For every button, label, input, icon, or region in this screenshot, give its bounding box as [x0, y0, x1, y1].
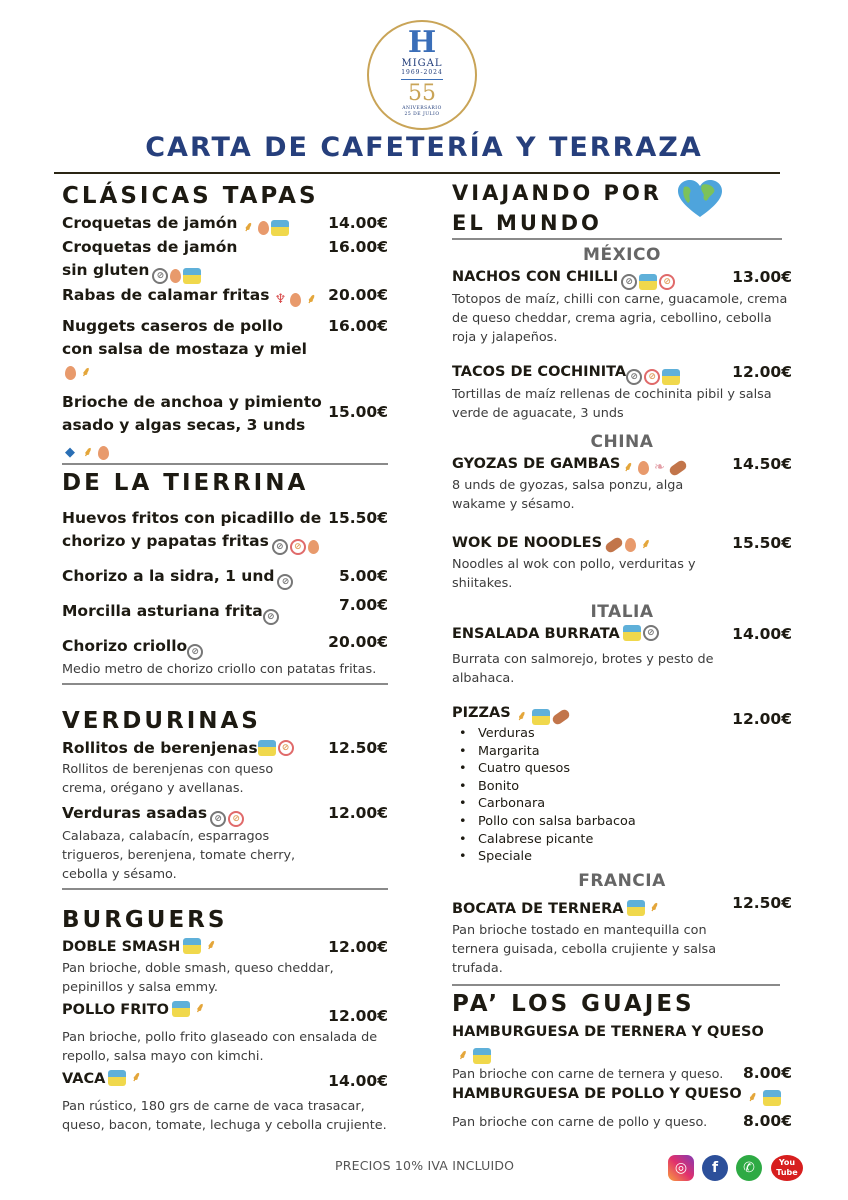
- item-price: 15.50€: [732, 534, 792, 552]
- item-name: GYOZAS DE GAMBAS: [452, 456, 621, 472]
- egg-icon: [65, 366, 76, 380]
- menu-item: [62, 391, 388, 461]
- pizza-option: • Speciale: [456, 848, 792, 866]
- item-price: 12.00€: [732, 363, 792, 381]
- title-divider: [54, 172, 780, 174]
- menu-item: [62, 284, 388, 308]
- wheat-icon: ⸙: [195, 1001, 205, 1016]
- wheat-icon: ⸙: [641, 537, 651, 552]
- item-price: 15.00€: [328, 403, 388, 421]
- egg-icon: [308, 540, 319, 554]
- instagram-icon[interactable]: ◎: [668, 1155, 694, 1181]
- whatsapp-icon[interactable]: ✆: [736, 1155, 762, 1181]
- dairy-icon: [271, 220, 289, 236]
- dairy-icon: [183, 268, 201, 284]
- gluten-free-icon: ⊘: [210, 811, 226, 827]
- nut-free-icon: ⊘: [659, 274, 675, 290]
- item-description: Pan brioche tostado en mantequilla con ternera guisada, cebolla crujiente y salsa trufada.: [452, 922, 717, 976]
- section-de-la-tierrina: [62, 467, 388, 679]
- nut-free-icon: ⊘: [228, 811, 244, 827]
- section-divider: [452, 984, 780, 986]
- item-description: 8 unds de gyozas, salsa ponzu, alga wakame y sésamo.: [452, 478, 684, 512]
- item-description: Medio metro de chorizo criollo con patatas fritas.: [62, 662, 377, 677]
- menu-item: [62, 802, 388, 884]
- item-description: Pan rústico, 180 grs de carne de vaca trasacar, queso, bacon, tomate, lechuga y cebolla crujiente.: [62, 1099, 387, 1133]
- menu-item: [62, 507, 388, 555]
- left-column: [62, 176, 388, 1135]
- menu-item: [452, 702, 792, 866]
- region-title-italia: ITALIA: [590, 602, 654, 622]
- item-name-line1: Huevos fritos con picadillo de: [62, 509, 322, 527]
- menu-item: [452, 623, 792, 688]
- youtube-icon[interactable]: You Tube: [771, 1155, 803, 1181]
- item-name-line1: Croquetas de jamón: [62, 238, 238, 256]
- wheat-icon: ⸙: [243, 220, 254, 235]
- item-name: HAMBURGUESA DE POLLO Y QUESO: [452, 1085, 742, 1102]
- dairy-icon: [108, 1070, 126, 1086]
- item-description: Pan brioche con carne de pollo y queso.: [452, 1114, 708, 1130]
- item-description: Pan brioche con carne de ternera y queso.: [452, 1066, 724, 1082]
- item-price: 7.00€: [338, 596, 388, 614]
- menu-item: [62, 212, 388, 236]
- item-name: HAMBURGUESA DE TERNERA Y QUESO: [452, 1023, 764, 1040]
- item-name: WOK DE NOODLES: [452, 535, 603, 551]
- menu-item: [62, 999, 388, 1066]
- wheat-icon: ⸙: [206, 938, 217, 953]
- section-title: CLÁSICAS TAPAS: [62, 183, 319, 209]
- item-description: Noodles al wok con pollo, verduritas y shiitakes.: [452, 557, 696, 591]
- gluten-free-icon: ⊘: [621, 274, 637, 290]
- item-name: Rabas de calamar fritas: [62, 286, 270, 304]
- section-burguers: [62, 904, 388, 1135]
- region-title-mexico: MÉXICO: [583, 245, 661, 265]
- egg-icon: [170, 269, 181, 283]
- dairy-icon: [473, 1048, 491, 1064]
- dairy-icon: [258, 740, 276, 756]
- wheat-icon: ⸙: [81, 365, 91, 380]
- logo-anniversary-date: 25 DE JULIO: [404, 112, 440, 117]
- menu-item: [62, 737, 388, 798]
- egg-icon: [258, 221, 269, 235]
- facebook-icon[interactable]: f: [702, 1155, 728, 1181]
- wheat-icon: ⸙: [306, 292, 317, 307]
- section-pa-los-guajes: [452, 988, 792, 1133]
- item-price: 8.00€: [742, 1111, 792, 1130]
- pizza-option: • Margarita: [456, 743, 792, 761]
- item-name: TACOS DE COCHINITA: [452, 364, 627, 380]
- migal-logo: [367, 20, 477, 130]
- wheat-icon: ⸙: [649, 899, 660, 915]
- section-title: BURGUERS: [62, 907, 228, 933]
- gluten-free-icon: ⊘: [626, 369, 642, 385]
- menu-item: [452, 266, 792, 347]
- section-title-line2: EL MUNDO: [452, 211, 602, 235]
- gluten-free-icon: ⊘: [643, 625, 659, 641]
- item-description: Tortillas de maíz rellenas de cochinita pibil y salsa verde de aguacate, 3 unds: [452, 387, 772, 421]
- item-description: Calabaza, calabacín, esparragos trigueros, berenjena, tomate cherry, cebolla y sésamo.: [62, 829, 296, 882]
- menu-item: [452, 453, 792, 514]
- section-viajando-por-el-mundo: [452, 178, 792, 1133]
- menu-item: [62, 635, 388, 679]
- item-price: 20.00€: [328, 286, 388, 304]
- dairy-icon: [763, 1090, 781, 1106]
- item-price: 20.00€: [328, 633, 388, 651]
- egg-icon: [625, 538, 636, 552]
- item-description: Pan brioche, doble smash, queso cheddar, pepinillos y salsa emmy.: [62, 961, 334, 995]
- dairy-icon: [662, 369, 680, 385]
- item-name-line1: Brioche de anchoa y pimiento: [62, 393, 322, 411]
- item-name: Chorizo criollo: [62, 637, 188, 655]
- section-title: VERDURINAS: [62, 708, 261, 734]
- menu-item: [452, 361, 792, 423]
- globe-heart-icon: [676, 179, 724, 219]
- page-title: CARTA DE CAFETERÍA Y TERRAZA: [145, 132, 703, 163]
- menu-item: [62, 1068, 388, 1135]
- egg-icon: [290, 293, 301, 307]
- logo-monogram: H: [407, 25, 437, 60]
- item-price: 5.00€: [338, 567, 388, 585]
- fish-icon: ◆: [65, 445, 75, 460]
- item-price: 12.00€: [328, 1007, 388, 1025]
- region-title-china: CHINA: [590, 432, 654, 452]
- item-name: Verduras asadas: [62, 804, 208, 822]
- section-divider: [452, 238, 782, 240]
- item-name: DOBLE SMASH: [62, 939, 181, 955]
- dairy-icon: [172, 1001, 190, 1017]
- egg-icon: [98, 446, 109, 460]
- pizza-option: • Calabrese picante: [456, 831, 792, 849]
- item-name: Morcilla asturiana frita: [62, 602, 263, 620]
- pizza-option: • Pollo con salsa barbacoa: [456, 813, 792, 831]
- item-description: Rollitos de berenjenas con queso crema, orégano y avellanas.: [62, 762, 274, 796]
- wheat-icon: ⸙: [747, 1089, 758, 1105]
- item-name: Chorizo a la sidra, 1 und: [62, 567, 275, 585]
- pizza-option: • Cuatro quesos: [456, 760, 792, 778]
- right-column: [452, 176, 792, 1133]
- section-verdurinas: [62, 705, 388, 884]
- item-price: 12.00€: [328, 804, 388, 822]
- menu-item: [452, 1022, 792, 1084]
- gluten-free-icon: ⊘: [187, 644, 203, 660]
- menu-item: [62, 236, 388, 284]
- item-price: 12.00€: [732, 710, 792, 728]
- egg-icon: [638, 461, 649, 475]
- item-name: Rollitos de berenjenas: [62, 739, 258, 757]
- region-title-francia: FRANCIA: [578, 870, 666, 891]
- wheat-icon: ⸙: [83, 445, 93, 460]
- pizza-option: • Bonito: [456, 778, 792, 796]
- wheat-icon: ⸙: [458, 1047, 468, 1063]
- section-divider: [62, 888, 388, 890]
- dairy-icon: [639, 274, 657, 290]
- item-description: Totopos de maíz, chilli con carne, guacamole, crema de queso cheddar, crema agria, cebollino, cebolla roja y jalapeños.: [452, 292, 788, 345]
- section-clasicas-tapas: [62, 180, 388, 461]
- dairy-icon: [532, 709, 550, 725]
- item-price: 12.50€: [328, 739, 388, 757]
- nut-free-icon: ⊘: [290, 539, 306, 555]
- item-price: 15.50€: [328, 509, 388, 527]
- item-name: PIZZAS: [452, 705, 511, 721]
- wheat-icon: ⸙: [516, 709, 527, 724]
- item-price: 14.00€: [328, 1072, 388, 1090]
- logo-anniversary-number: 55: [408, 81, 436, 106]
- section-title: PA’ LOS GUAJES: [452, 990, 695, 1017]
- item-price: 14.50€: [732, 455, 792, 473]
- squid-icon: ♆: [274, 292, 287, 307]
- logo-name: MIGAL: [401, 58, 443, 69]
- dairy-icon: [183, 938, 201, 954]
- menu-item: [62, 565, 388, 590]
- item-name: VACA: [62, 1071, 106, 1087]
- item-price: 12.50€: [732, 893, 792, 912]
- item-price: 14.00€: [328, 214, 388, 232]
- section-divider: [62, 463, 388, 465]
- menu-item: [452, 532, 792, 593]
- gluten-free-icon: ⊘: [277, 574, 293, 590]
- peanut-icon: [668, 459, 688, 478]
- section-title-line1: VIAJANDO POR: [452, 181, 662, 205]
- shrimp-icon: ❧: [653, 460, 665, 475]
- nut-free-icon: ⊘: [278, 740, 294, 756]
- item-price: 12.00€: [328, 938, 388, 956]
- item-name-line2: chorizo y papatas fritas: [62, 532, 269, 550]
- pizza-option: • Verduras: [456, 725, 792, 743]
- item-price: 16.00€: [328, 317, 388, 335]
- item-name: ENSALADA BURRATA: [452, 626, 620, 642]
- item-price: 8.00€: [742, 1063, 792, 1082]
- item-name-line2: sin gluten: [62, 261, 150, 279]
- item-name: BOCATA DE TERNERA: [452, 900, 624, 917]
- menu-item: [62, 315, 388, 384]
- peanut-icon: [550, 708, 570, 727]
- item-price: 16.00€: [328, 238, 388, 256]
- item-price: 14.00€: [732, 625, 792, 643]
- pizza-option: • Carbonara: [456, 795, 792, 813]
- item-name: POLLO FRITO: [62, 1002, 169, 1018]
- gluten-free-icon: ⊘: [272, 539, 288, 555]
- dairy-icon: [623, 625, 641, 641]
- nut-free-icon: ⊘: [644, 369, 660, 385]
- logo-anniversary-text: ANIVERSARIO: [402, 106, 442, 111]
- section-title: DE LA TIERRINA: [62, 470, 309, 496]
- item-name: Croquetas de jamón: [62, 214, 238, 232]
- vat-note: PRECIOS 10% IVA INCLUIDO: [335, 1158, 515, 1173]
- section-divider: [62, 683, 388, 685]
- wheat-icon: ⸙: [131, 1070, 142, 1085]
- gluten-free-icon: ⊘: [263, 609, 279, 625]
- item-description: Pan brioche, pollo frito glaseado con ensalada de repollo, salsa mayo con kimchi.: [62, 1030, 378, 1064]
- wheat-icon: ⸙: [623, 460, 634, 475]
- peanut-icon: [604, 536, 624, 555]
- menu-item: [62, 596, 388, 625]
- item-name-line2: con salsa de mostaza y miel: [62, 340, 307, 358]
- gluten-free-icon: ⊘: [152, 268, 168, 284]
- item-name-line2: asado y algas secas, 3 unds: [62, 416, 306, 434]
- pizza-options-list: [456, 725, 792, 866]
- menu-item: [452, 1084, 792, 1133]
- item-name: NACHOS CON CHILLI: [452, 269, 619, 285]
- item-price: 13.00€: [732, 268, 792, 286]
- menu-item: [452, 892, 792, 978]
- logo-years: 1969-2024: [401, 69, 443, 80]
- item-description: Burrata con salmorejo, brotes y pesto de albahaca.: [452, 652, 714, 686]
- menu-item: [62, 936, 388, 997]
- dairy-icon: [627, 900, 645, 916]
- item-name-line1: Nuggets caseros de pollo: [62, 317, 284, 335]
